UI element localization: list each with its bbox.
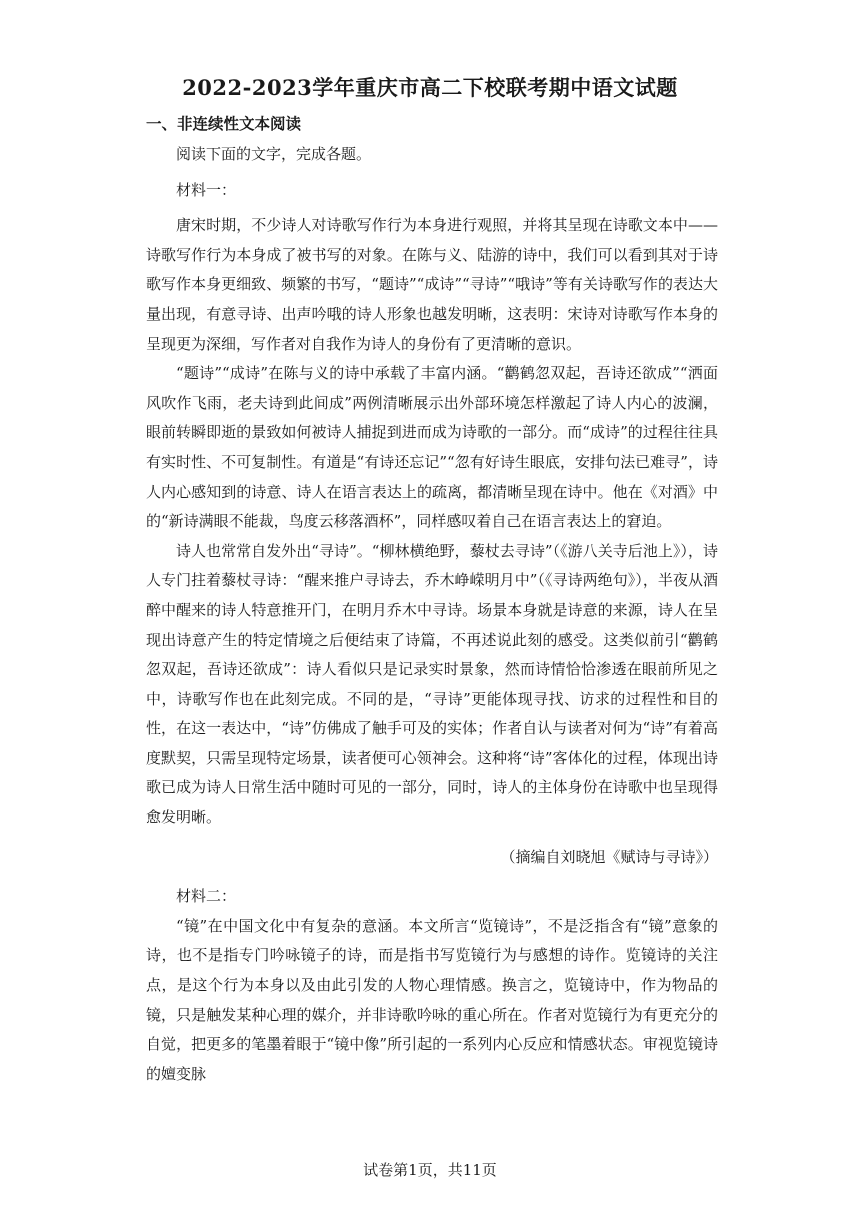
instruction-text: 阅读下面的文字，完成各题。	[176, 145, 372, 163]
paragraph: “题诗”“成诗”在陈与义的诗中承载了丰富内涵。“鹳鹤忽双起，吾诗还欲成”“洒面风吹作飞雨，老夫诗到此间成”两例清晰展示出外部环境怎样激起了诗人内心的波澜，眼前转瞬即逝的景致如何被诗人捕捉到进而成为诗歌的一部分。而“成诗”的过程往往具有实时性、不可复制性。有道是“有诗还忘记”“忽有好诗生眼底，安排句法已难寻”，诗人内心感知到的诗意、诗人在语言表达上的疏离，都清晰呈现在诗中。他在《对酒》中的“新诗满眼不能裁，鸟度云移落酒杯”，同样感叹着自己在语言表达上的窘迫。	[146, 364, 718, 531]
page-footer: 试卷第1页，共11页	[363, 1161, 497, 1179]
paragraph: 诗人也常常自发外出“寻诗”。“柳林横绝野，藜杖去寻诗”（《游八关寺后池上》），诗人专门拄着藜杖寻诗：“醒来推户寻诗去，乔木峥嵘明月中”（《寻诗两绝句》），半夜从酒醉中醒来的诗人特意推开门，在明月乔木中寻诗。场景本身就是诗意的来源，诗人在呈现出诗意产生的特定情境之后便结束了诗篇，不再述说此刻的感受。这类似前引“鹳鹤忽双起，吾诗还欲成”：诗人看似只是记录实时景象，然而诗情恰恰渗透在眼前所见之中，诗歌写作也在此刻完成。不同的是，“寻诗”更能体现寻找、访求的过程性和目的性，在这一表达中，“诗”仿佛成了触手可及的实体；作者自认与读者对何为“诗”有着高度默契，只需呈现特定场景，读者便可心领神会。这种将“诗”客体化的过程，体现出诗歌已成为诗人日常生活中随时可见的一部分，同时，诗人的主体身份在诗歌中也呈现得愈发明晰。	[146, 541, 718, 827]
material-label: 材料二：	[176, 887, 237, 906]
section-heading: 一、非连续性文本阅读	[146, 115, 302, 133]
paragraph: “镜”在中国文化中有复杂的意涵。本文所言“览镜诗”，不是泛指含有“镜”意象的诗，也不是指专门吟咏镜子的诗，而是指书写览镜行为与感想的诗作。览镜诗的关注点，是这个行为本身以及由此引发的人物心理情感。换言之，览镜诗中，作为物品的镜，只是触发某种心理的媒介，并非诗歌吟咏的重心所在。作者对览镜行为有更充分的自觉，把更多的笔墨着眼于“镜中像”所引起的一系列内心反应和情感状态。审视览镜诗的嬗变脉	[146, 916, 718, 1083]
material-label: 材料一：	[176, 180, 237, 199]
article-body	[146, 140, 718, 1089]
source-citation: （摘编自刘晓旭《赋诗与寻诗》）	[500, 847, 718, 866]
page-title: 2022-2023学年重庆市高二下校联考期中语文试题	[182, 75, 678, 100]
paragraph: 唐宋时期，不少诗人对诗歌写作行为本身进行观照，并将其呈现在诗歌文本中——诗歌写作行为本身成了被书写的对象。在陈与义、陆游的诗中，我们可以看到其对于诗歌写作本身更细致、频繁的书写，“题诗”“成诗”“寻诗”“哦诗”等有关诗歌写作的表达大量出现，有意寻诗、出声吟哦的诗人形象也越发明晰，这表明：宋诗对诗歌写作本身的呈现更为深细，写作者对自我作为诗人的身份有了更清晰的意识。	[146, 216, 718, 353]
